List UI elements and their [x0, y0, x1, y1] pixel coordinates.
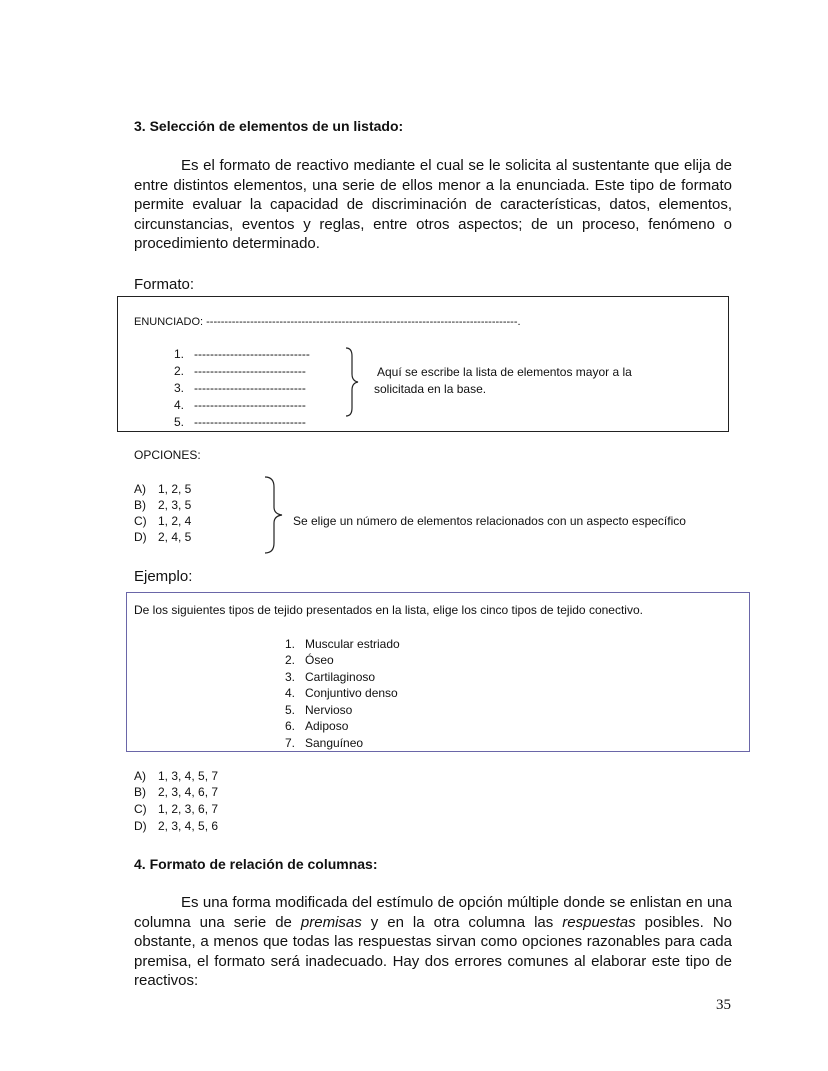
example-option-row: B) 2, 3, 4, 6, 7	[134, 785, 219, 799]
example-item: 1. Muscular estriado	[284, 637, 400, 651]
option-row: B) 2, 3, 5	[134, 498, 192, 512]
format-item: 1. -----------------------------	[173, 347, 310, 361]
format-brace-icon	[344, 346, 364, 418]
respuestas-emphasis: respuestas	[562, 913, 636, 931]
format-note-line1: Aquí se escribe la lista de elementos mayor a la	[377, 365, 632, 379]
example-stem: De los siguientes tipos de tejido presentados en la lista, elige los cinco tipos de tejido conectivo.	[134, 603, 643, 617]
option-row: A) 1, 2, 5	[134, 482, 192, 496]
format-note-line2: solicitada en la base.	[374, 382, 487, 396]
format-item: 2. ----------------------------	[173, 364, 306, 378]
section-4-paragraph: Es una forma modificada del estímulo de opción múltiple donde se enlistan en una columna una serie de premisas y en la otra columna las respuestas posibles. No obstante, a menos que todas las respuestas sirvan como opciones razonables para cada premisa, el formato será inadecuado. Hay dos errores comunes al elaborar este tipo de reactivos:	[134, 894, 732, 990]
example-item: 7. Sanguíneo	[284, 736, 364, 750]
example-option-row: D) 2, 3, 4, 5, 6	[134, 819, 219, 833]
options-brace-icon	[262, 475, 288, 555]
example-item: 4. Conjuntivo denso	[284, 686, 398, 700]
options-label: OPCIONES:	[134, 448, 201, 462]
example-item: 2. Óseo	[284, 653, 334, 667]
format-item: 3. ----------------------------	[173, 381, 306, 395]
example-item: 3. Cartilaginoso	[284, 670, 376, 684]
option-row: C) 1, 2, 4	[134, 514, 192, 528]
format-item: 5. ----------------------------	[173, 415, 306, 429]
section-3-heading: 3. Selección de elementos de un listado:	[134, 118, 404, 134]
example-option-row: A) 1, 3, 4, 5, 7	[134, 769, 219, 783]
format-stem: ENUNCIADO: -------------------------------------------------------------------------------------.	[134, 316, 521, 328]
format-label: Formato:	[134, 276, 195, 293]
example-item: 5. Nervioso	[284, 703, 353, 717]
premisas-emphasis: premisas	[300, 913, 362, 931]
option-row: D) 2, 4, 5	[134, 530, 192, 544]
section-3-paragraph	[134, 156, 732, 254]
section-4-heading: 4. Formato de relación de columnas:	[134, 856, 378, 872]
example-item: 6. Adiposo	[284, 719, 349, 733]
format-item: 4. ----------------------------	[173, 398, 306, 412]
example-label: Ejemplo:	[134, 568, 193, 585]
example-option-row: C) 1, 2, 3, 6, 7	[134, 802, 219, 816]
page-number: 35	[716, 997, 731, 1013]
section-3-paragraph-text: Es el formato de reactivo mediante el cual se le solicita al sustentante que elija de entre distintos elementos, una serie de ellos menor a la enunciada. Este tipo de formato permite evaluar la capacidad de discriminación de características, datos, elementos, circunstancias, eventos y reglas, entre otros aspectos; de un proceso, fenómeno o procedimiento determinado.	[134, 157, 732, 253]
options-note: Se elige un número de elementos relacionados con un aspecto específico	[293, 514, 686, 528]
